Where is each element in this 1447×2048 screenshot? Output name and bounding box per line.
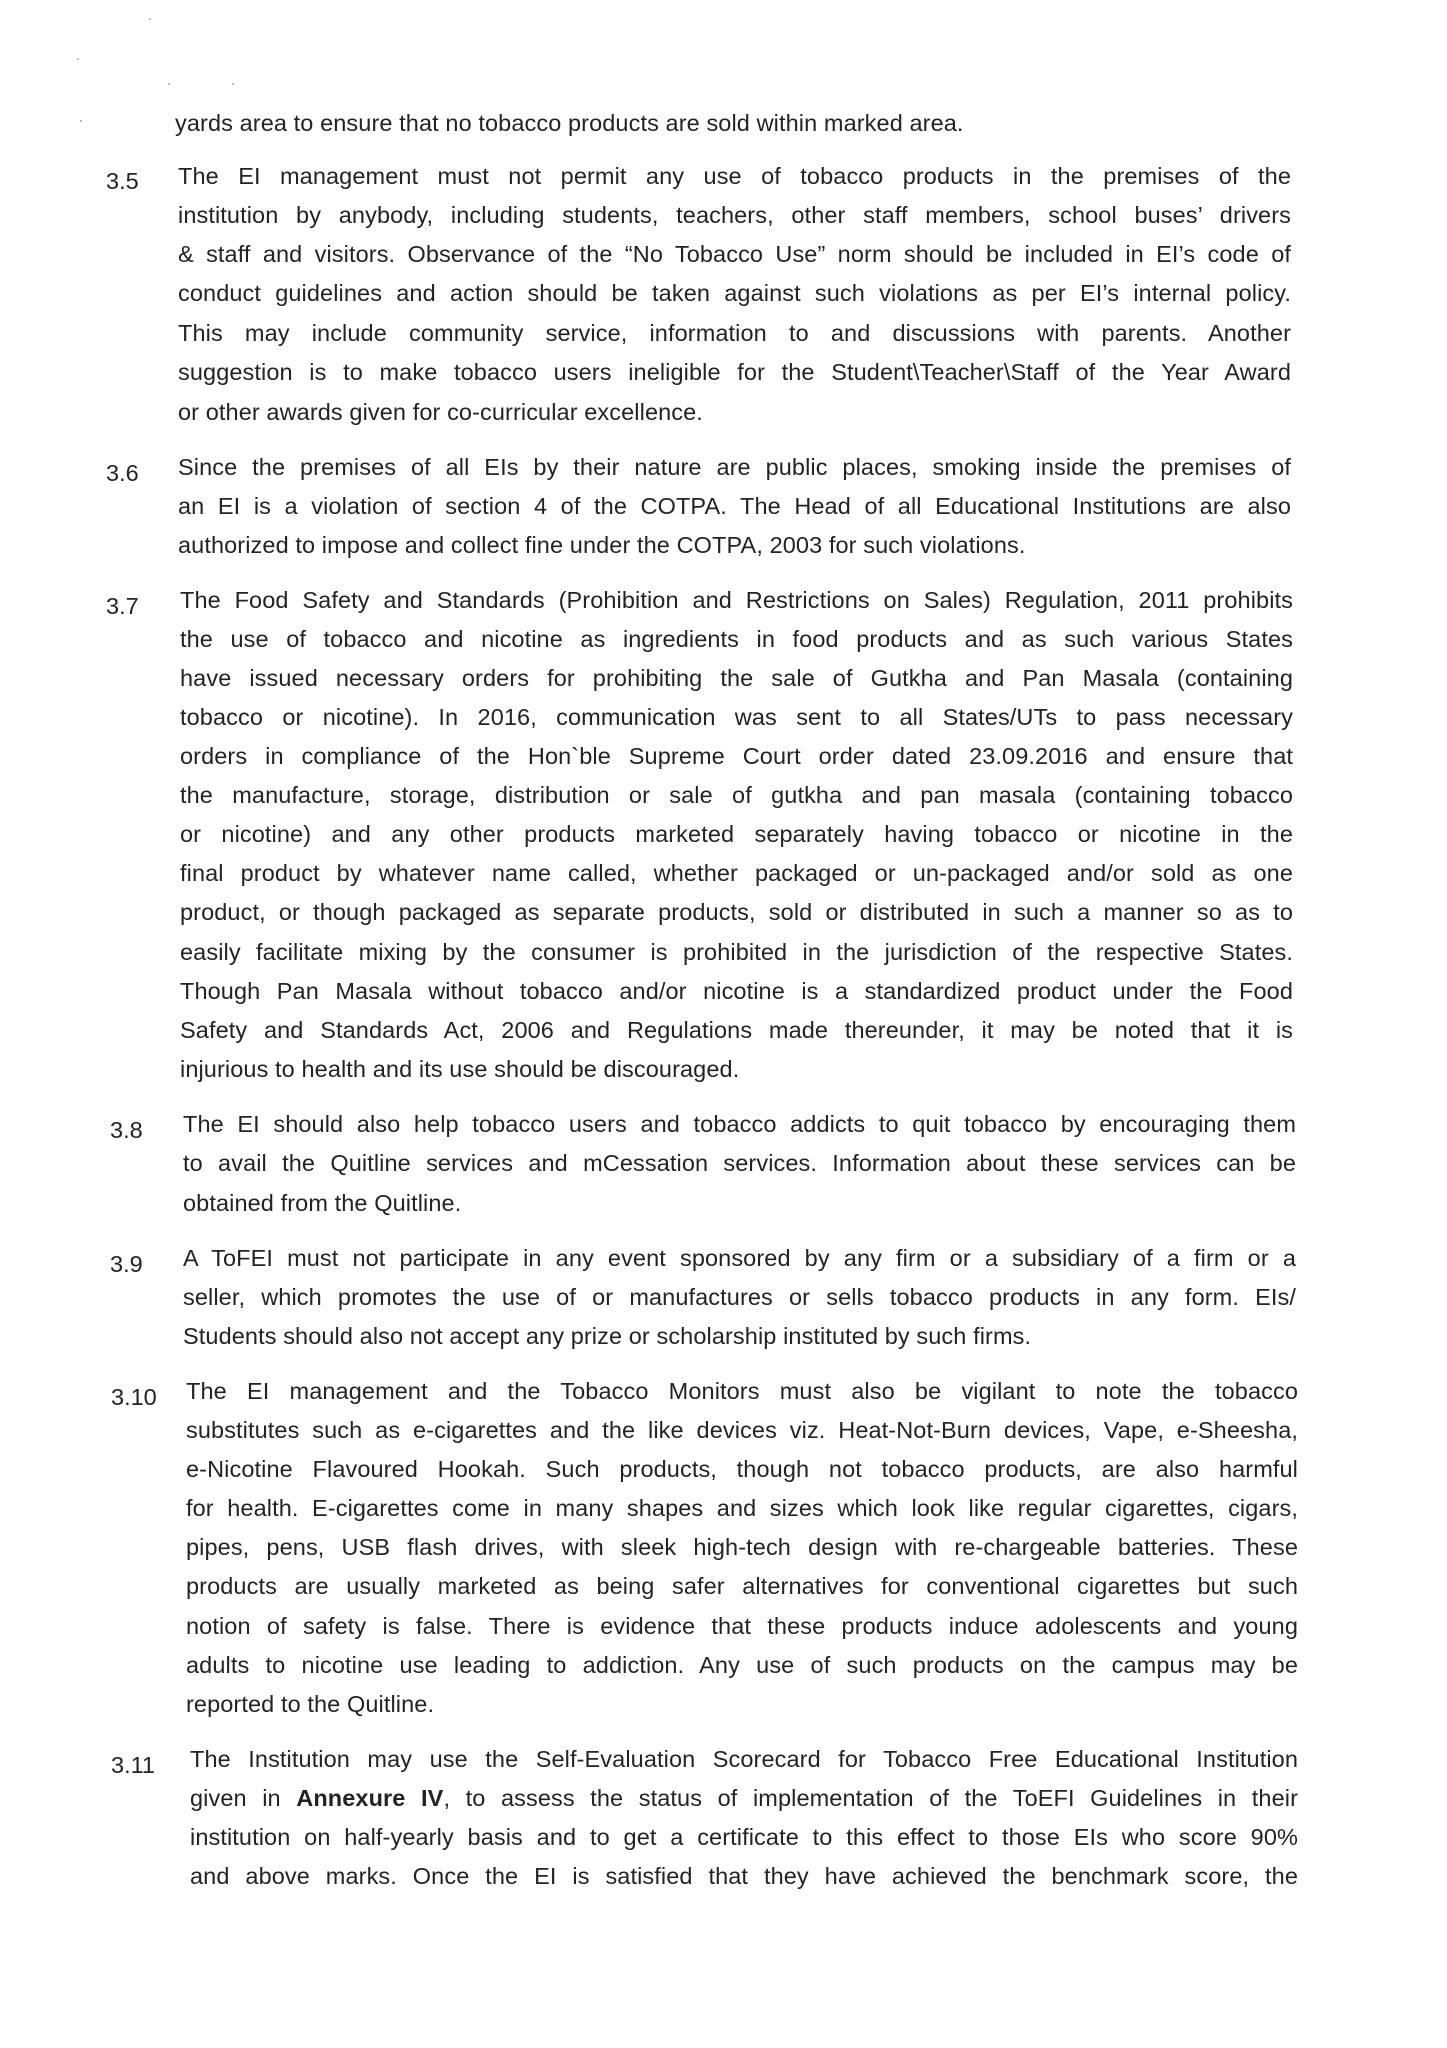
paragraph-line: Though Pan Masala without tobacco and/or nicotine is a standardized product under the Food <box>180 978 1293 1004</box>
paragraph-line <box>190 1783 1298 1813</box>
paragraph-line: substitutes such as e-cigarettes and the like devices viz. Heat-Not-Burn devices, Vape, e-Sheesha, <box>186 1417 1298 1443</box>
section-number: 3.5 <box>106 168 139 194</box>
paragraph-line: The Institution may use the Self-Evaluation Scorecard for Tobacco Free Educational Institution <box>190 1746 1298 1772</box>
paragraph-line: an EI is a violation of section 4 of the COTPA. The Head of all Educational Institutions are also <box>178 493 1291 519</box>
paragraph-line: and above marks. Once the EI is satisfied that they have achieved the benchmark score, the <box>190 1863 1298 1889</box>
scan-speck <box>232 83 234 85</box>
text-run: given in <box>190 1785 297 1811</box>
paragraph-line: easily facilitate mixing by the consumer is prohibited in the jurisdiction of the respective States. <box>180 939 1293 965</box>
paragraph-line: The EI management must not permit any use of tobacco products in the premises of the <box>178 163 1291 189</box>
paragraph-line: The EI should also help tobacco users and tobacco addicts to quit tobacco by encouraging them <box>183 1111 1296 1137</box>
paragraph-line: orders in compliance of the Hon`ble Supreme Court order dated 23.09.2016 and ensure that <box>180 743 1293 769</box>
paragraph-line: authorized to impose and collect fine under the COTPA, 2003 for such violations. <box>178 532 1026 558</box>
paragraph-line: obtained from the Quitline. <box>183 1190 462 1216</box>
paragraph-line: injurious to health and its use should be discouraged. <box>180 1056 740 1082</box>
paragraph-line: notion of safety is false. There is evidence that these products induce adolescents and young <box>186 1613 1298 1639</box>
text-run: , to assess the status of implementation of the ToEFI Guidelines in their <box>443 1785 1298 1811</box>
paragraph-line: & staff and visitors. Observance of the “No Tobacco Use” norm should be included in EI’s code of <box>178 241 1291 267</box>
section-number: 3.11 <box>111 1752 155 1778</box>
paragraph-line: The Food Safety and Standards (Prohibition and Restrictions on Sales) Regulation, 2011 prohibits <box>180 587 1293 613</box>
paragraph-line: to avail the Quitline services and mCessation services. Information about these services can be <box>183 1150 1296 1176</box>
paragraph-line: A ToFEI must not participate in any event sponsored by any firm or a subsidiary of a firm or a <box>183 1245 1296 1271</box>
paragraph-line: final product by whatever name called, whether packaged or un-packaged and/or sold as one <box>180 860 1293 886</box>
paragraph-line: conduct guidelines and action should be taken against such violations as per EI’s internal policy. <box>178 280 1291 306</box>
paragraph-line: institution on half-yearly basis and to get a certificate to this effect to those EIs who score 90% <box>190 1824 1298 1850</box>
paragraph-line: have issued necessary orders for prohibiting the sale of Gutkha and Pan Masala (containing <box>180 665 1293 691</box>
paragraph-line: adults to nicotine use leading to addiction. Any use of such products on the campus may be <box>186 1652 1298 1678</box>
scan-speck <box>77 58 79 60</box>
paragraph-line: institution by anybody, including students, teachers, other staff members, school buses’ drivers <box>178 202 1291 228</box>
paragraph-line: Students should also not accept any prize or scholarship instituted by such firms. <box>183 1323 1032 1349</box>
paragraph-line: seller, which promotes the use of or manufactures or sells tobacco products in any form. EIs/ <box>183 1284 1296 1310</box>
annexure-reference: Annexure IV <box>296 1785 444 1811</box>
paragraph-line: This may include community service, information to and discussions with parents. Another <box>178 320 1291 346</box>
paragraph-line: product, or though packaged as separate products, sold or distributed in such a manner so as to <box>180 899 1293 925</box>
paragraph-line: reported to the Quitline. <box>186 1691 435 1717</box>
scan-speck <box>149 18 151 20</box>
paragraph-line: or other awards given for co-curricular excellence. <box>178 399 703 425</box>
paragraph-line: products are usually marketed as being safer alternatives for conventional cigarettes but such <box>186 1573 1298 1599</box>
paragraph-line: Since the premises of all EIs by their nature are public places, smoking inside the premises of <box>178 454 1291 480</box>
scan-speck <box>168 83 170 85</box>
paragraph-line: pipes, pens, USB flash drives, with sleek high-tech design with re-chargeable batteries. These <box>186 1534 1298 1560</box>
paragraph-line: Safety and Standards Act, 2006 and Regulations made thereunder, it may be noted that it is <box>180 1017 1293 1043</box>
paragraph-line: for health. E-cigarettes come in many shapes and sizes which look like regular cigarettes, cigars, <box>186 1495 1298 1521</box>
section-number: 3.10 <box>111 1384 157 1410</box>
paragraph-line: the manufacture, storage, distribution or sale of gutkha and pan masala (containing tobacco <box>180 782 1293 808</box>
section-number: 3.9 <box>110 1251 143 1277</box>
scan-speck <box>80 120 82 122</box>
paragraph-line: The EI management and the Tobacco Monitors must also be vigilant to note the tobacco <box>186 1378 1298 1404</box>
section-number: 3.8 <box>110 1117 143 1143</box>
paragraph-line: suggestion is to make tobacco users ineligible for the Student\Teacher\Staff of the Year Award <box>178 359 1291 385</box>
section-number: 3.7 <box>106 593 139 619</box>
paragraph-line: or nicotine) and any other products marketed separately having tobacco or nicotine in the <box>180 821 1293 847</box>
section-number: 3.6 <box>106 460 139 486</box>
paragraph-line: the use of tobacco and nicotine as ingredients in food products and as such various States <box>180 626 1293 652</box>
continuation-line: yards area to ensure that no tobacco products are sold within marked area. <box>175 110 964 136</box>
paragraph-line: tobacco or nicotine). In 2016, communication was sent to all States/UTs to pass necessary <box>180 704 1293 730</box>
paragraph-line: e-Nicotine Flavoured Hookah. Such products, though not tobacco products, are also harmful <box>186 1456 1298 1482</box>
